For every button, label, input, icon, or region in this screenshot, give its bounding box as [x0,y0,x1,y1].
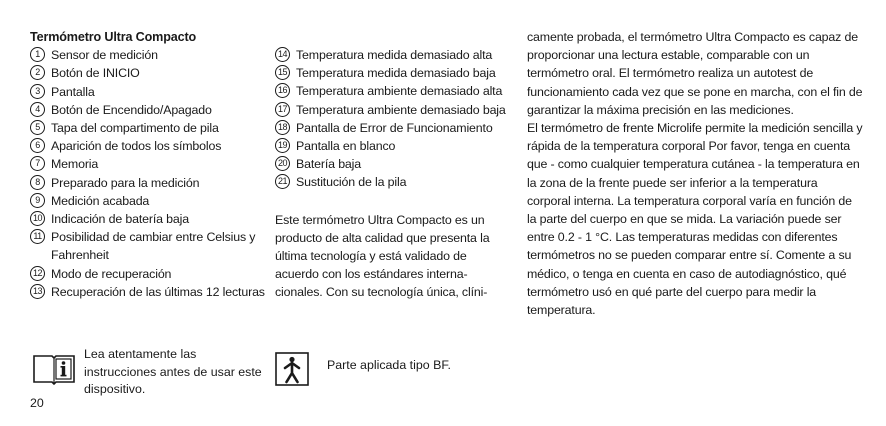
text-column-3 [527,28,863,319]
legend-label: Pantalla [51,84,95,99]
legend-number-badge: 5 [30,120,45,135]
read-instructions-note [30,346,268,396]
legend-label: Botón de INICIO [51,66,140,81]
legend-item [275,82,515,100]
section-title: Termómetro Ultra Compacto [30,30,197,44]
legend-number-badge: 6 [30,138,45,153]
legend-item [275,173,515,191]
legend-label: Aparición de todos los símbolos [51,139,222,154]
info-book-icon [32,350,76,386]
legend-list-1 [30,46,268,301]
legend-number-badge: 16 [275,83,290,98]
legend-item [30,192,268,210]
legend-number-badge: 14 [275,47,290,62]
legend-number-badge: 21 [275,174,290,189]
legend-label: Indicación de batería baja [51,212,190,227]
page-number: 20 [30,396,44,410]
legend-item [30,137,268,155]
legend-label: Temperatura medida demasiado alta [296,48,493,62]
legend-item [275,101,515,119]
legend-column-1 [30,28,268,301]
legend-number-badge: 7 [30,156,45,171]
legend-column-2 [275,46,515,302]
legend-label: Tapa del compartimento de pila [51,121,219,136]
legend-label: Modo de recuperación [51,266,172,281]
legend-label: Sustitución de la pila [296,175,407,190]
legend-label: Medición acabada [51,193,150,208]
intro-paragraph-part-1: Este termómetro Ultra Compacto es un producto de alta calidad que presenta la última tecnología y está validado de acuerdo con los estándares interna- cionales. Con su tecnología única, clíni- [275,212,490,300]
main-paragraph: El termómetro de frente Microlife permite la medición sencilla y rápida de la temperatura corporal Por favor, tenga en cuenta que - como cualquier temperatura cutánea - la temperatura en la zona de la frente puede ser inferior a la temperatura corporal interna. La temperatura corporal varía en función de la parte del cuerpo en que se mida. La variación puede ser entre 0.2 - 1 °C. Las temperaturas medidas con diferentes termómetros no se pueden comparar entre sí. Comente a su médico, o tenga en cuenta en caso de autodiagnóstico, qué termómetro usó en qué parte del cuerpo para medir la temperatura. [527,121,863,318]
legend-item [30,265,268,283]
legend-label: Temperatura ambiente demasiado baja [296,102,506,117]
bf-applied-part-note [275,352,515,386]
legend-item [30,283,268,301]
legend-number-badge: 8 [30,175,45,190]
legend-item [275,46,515,64]
legend-label: Batería baja [296,157,362,172]
bf-label: Parte aplicada tipo BF. [327,358,451,372]
legend-item [30,119,268,137]
legend-label: Pantalla en blanco [296,139,396,154]
legend-label: Sensor de medición [51,48,158,63]
legend-label: Posibilidad de cambiar entre Celsius y Fahrenheit [51,230,256,263]
type-bf-person-icon [275,352,309,386]
legend-number-badge: 15 [275,65,290,80]
legend-number-badge: 9 [30,193,45,208]
note-text: Lea atentamente las instrucciones antes de usar este dispositivo. [84,347,262,396]
legend-label: Preparado para la medición [51,175,200,190]
legend-label: Botón de Encendido/Apagado [51,102,212,117]
legend-item [30,46,268,64]
legend-number-badge: 1 [30,47,45,62]
legend-number-badge: 4 [30,102,45,117]
legend-label: Memoria [51,157,99,172]
legend-item [30,228,268,264]
legend-item [30,210,268,228]
legend-item [275,155,515,173]
legend-number-badge: 11 [30,229,45,244]
legend-item [30,174,268,192]
legend-item [275,119,515,137]
legend-number-badge: 10 [30,211,45,226]
legend-number-badge: 20 [275,156,290,171]
legend-number-badge: 12 [30,266,45,281]
legend-number-badge: 13 [30,284,45,299]
legend-item [30,83,268,101]
legend-list-2 [275,46,515,192]
legend-item [275,137,515,155]
legend-number-badge: 2 [30,65,45,80]
legend-item [30,155,268,173]
legend-number-badge: 17 [275,102,290,117]
legend-number-badge: 18 [275,120,290,135]
legend-label: Temperatura medida demasiado baja [296,66,496,81]
legend-number-badge: 19 [275,138,290,153]
legend-label: Pantalla de Error de Funcionamiento [296,120,493,135]
legend-item [30,64,268,82]
legend-number-badge: 3 [30,84,45,99]
intro-paragraph-part-2: camente probada, el termómetro Ultra Compacto es capaz de proporcionar una lectura estable, comparable con un termómetro oral. El termómetro realiza un autotest de funcionamiento cada vez que se pone en marcha, con el fin de garantizar la máxima precisión en las mediciones. [527,30,863,117]
legend-label: Recuperación de las últimas 12 lecturas [51,284,265,299]
legend-label: Temperatura ambiente demasiado alta [296,84,503,99]
legend-item [30,101,268,119]
legend-item [275,64,515,82]
